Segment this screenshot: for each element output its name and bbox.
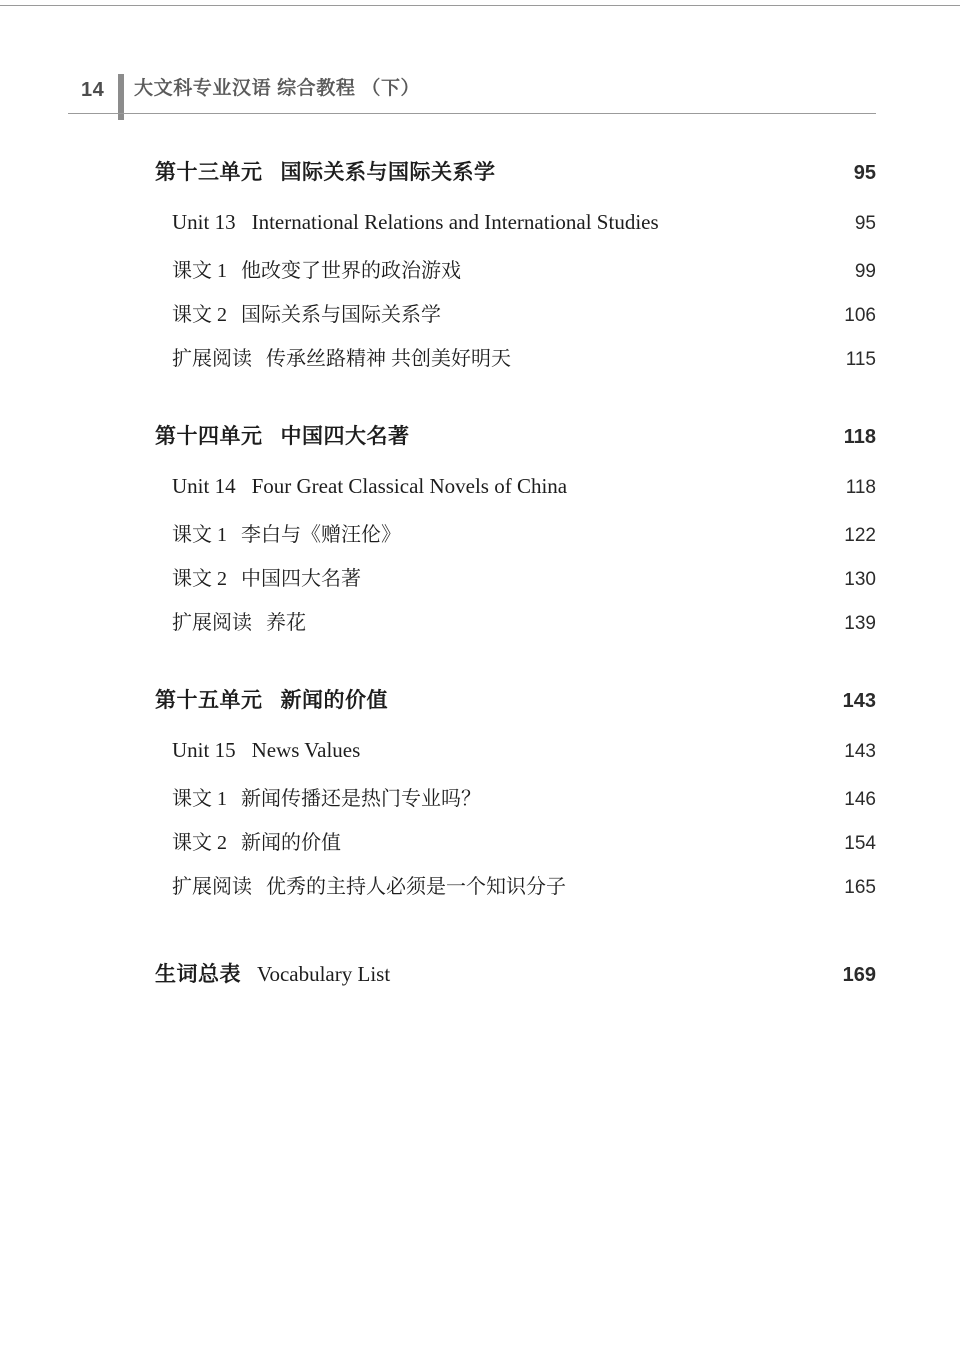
toc-entry-label — [68, 562, 822, 591]
unit-english-page: 143 — [844, 741, 876, 762]
toc-entry-title: 中国四大名著 — [241, 568, 361, 590]
toc-entry-label — [68, 342, 822, 371]
header-horizontal-rule — [68, 113, 876, 114]
toc-entry-row[interactable] — [68, 298, 876, 342]
unit-block — [68, 678, 876, 914]
toc-entry-kind: 扩展阅读 — [172, 348, 252, 370]
unit-heading-row[interactable] — [68, 150, 876, 210]
vocabulary-list-label-cn: 生词总表 — [155, 963, 241, 986]
unit-english-title: Four Great Classical Novels of China — [251, 474, 568, 498]
toc-entry-page: 115 — [845, 349, 876, 370]
toc-entry-title: 新闻传播还是热门专业吗？ — [241, 788, 481, 810]
unit-heading-number: 第十三单元 — [155, 161, 263, 184]
toc-entry-page: 99 — [854, 261, 876, 282]
unit-block — [68, 150, 876, 386]
toc-entry-row[interactable] — [68, 826, 876, 870]
unit-heading-row[interactable] — [68, 678, 876, 738]
toc-entry-row[interactable] — [68, 342, 876, 386]
unit-heading-title: 新闻的价值 — [280, 689, 388, 712]
toc-entry-label — [68, 782, 822, 811]
toc-entry-row[interactable] — [68, 870, 876, 914]
page-top-rule — [0, 5, 960, 6]
unit-separator-space — [68, 914, 876, 942]
vocabulary-list-page: 169 — [842, 964, 876, 986]
toc-entry-label — [68, 606, 822, 635]
toc-entry-kind: 课文 1 — [172, 524, 227, 546]
toc-entry-row[interactable] — [68, 782, 876, 826]
toc-entry-page: 154 — [844, 833, 876, 854]
toc-entry-title: 养花 — [266, 612, 306, 634]
unit-heading-page: 95 — [853, 162, 876, 184]
toc-entry-page: 165 — [844, 877, 876, 898]
unit-english-page: 118 — [845, 477, 876, 498]
toc-entry-page: 139 — [844, 613, 876, 634]
toc-entry-label — [68, 254, 822, 283]
unit-heading-title: 中国四大名著 — [280, 425, 410, 448]
toc-entry-kind: 课文 1 — [172, 788, 227, 810]
toc-entry-label — [68, 826, 822, 855]
toc-entry-label — [68, 518, 822, 547]
toc-entry-label — [68, 298, 822, 327]
unit-heading-title: 国际关系与国际关系学 — [280, 161, 496, 184]
vocabulary-list-label — [68, 958, 822, 988]
toc-entry-kind: 课文 2 — [172, 568, 227, 590]
toc-entry-page: 146 — [844, 789, 876, 810]
table-of-contents — [68, 150, 876, 1004]
vocabulary-list-label-en: Vocabulary List — [257, 962, 391, 986]
unit-english-row[interactable] — [68, 738, 876, 782]
unit-block — [68, 414, 876, 650]
unit-heading-label — [68, 684, 822, 714]
unit-english-row[interactable] — [68, 474, 876, 518]
book-title: 大文科专业汉语 综合教程 （下） — [134, 78, 421, 99]
vocabulary-list-row[interactable] — [68, 942, 876, 1004]
unit-english-page: 95 — [854, 213, 876, 234]
unit-english-label — [68, 738, 822, 763]
toc-entry-title: 国际关系与国际关系学 — [241, 304, 441, 326]
unit-heading-label — [68, 420, 822, 450]
toc-entry-row[interactable] — [68, 562, 876, 606]
toc-entry-kind: 课文 2 — [172, 832, 227, 854]
unit-english-number: Unit 13 — [172, 210, 236, 234]
unit-english-number: Unit 15 — [172, 738, 236, 762]
running-header — [68, 68, 876, 120]
toc-entry-page: 122 — [844, 525, 876, 546]
toc-entry-title: 李白与《赠汪伦》 — [241, 524, 401, 546]
toc-entry-kind: 扩展阅读 — [172, 612, 252, 634]
unit-english-number: Unit 14 — [172, 474, 236, 498]
unit-english-label — [68, 474, 822, 499]
unit-heading-number: 第十四单元 — [155, 425, 263, 448]
toc-entry-row[interactable] — [68, 254, 876, 298]
unit-heading-number: 第十五单元 — [155, 689, 263, 712]
unit-separator-space — [68, 650, 876, 678]
unit-english-label — [68, 210, 822, 235]
unit-english-title: International Relations and International Studies — [251, 210, 659, 234]
toc-entry-row[interactable] — [68, 518, 876, 562]
toc-entry-kind: 课文 2 — [172, 304, 227, 326]
unit-english-row[interactable] — [68, 210, 876, 254]
unit-separator-space — [68, 386, 876, 414]
toc-entry-title: 新闻的价值 — [241, 832, 341, 854]
toc-entry-title: 传承丝路精神 共创美好明天 — [266, 348, 511, 370]
toc-entry-page: 130 — [844, 569, 876, 590]
toc-entry-row[interactable] — [68, 606, 876, 650]
unit-english-title: News Values — [251, 738, 361, 762]
toc-entry-title: 他改变了世界的政治游戏 — [241, 260, 461, 282]
unit-heading-label — [68, 156, 822, 186]
toc-entry-title: 优秀的主持人必须是一个知识分子 — [266, 876, 566, 898]
unit-heading-page: 143 — [842, 690, 876, 712]
toc-entry-label — [68, 870, 822, 899]
toc-entry-kind: 扩展阅读 — [172, 876, 252, 898]
page-folio-number: 14 — [81, 79, 105, 101]
toc-entry-kind: 课文 1 — [172, 260, 227, 282]
unit-heading-page: 118 — [843, 426, 876, 448]
unit-heading-row[interactable] — [68, 414, 876, 474]
toc-entry-page: 106 — [844, 305, 876, 326]
